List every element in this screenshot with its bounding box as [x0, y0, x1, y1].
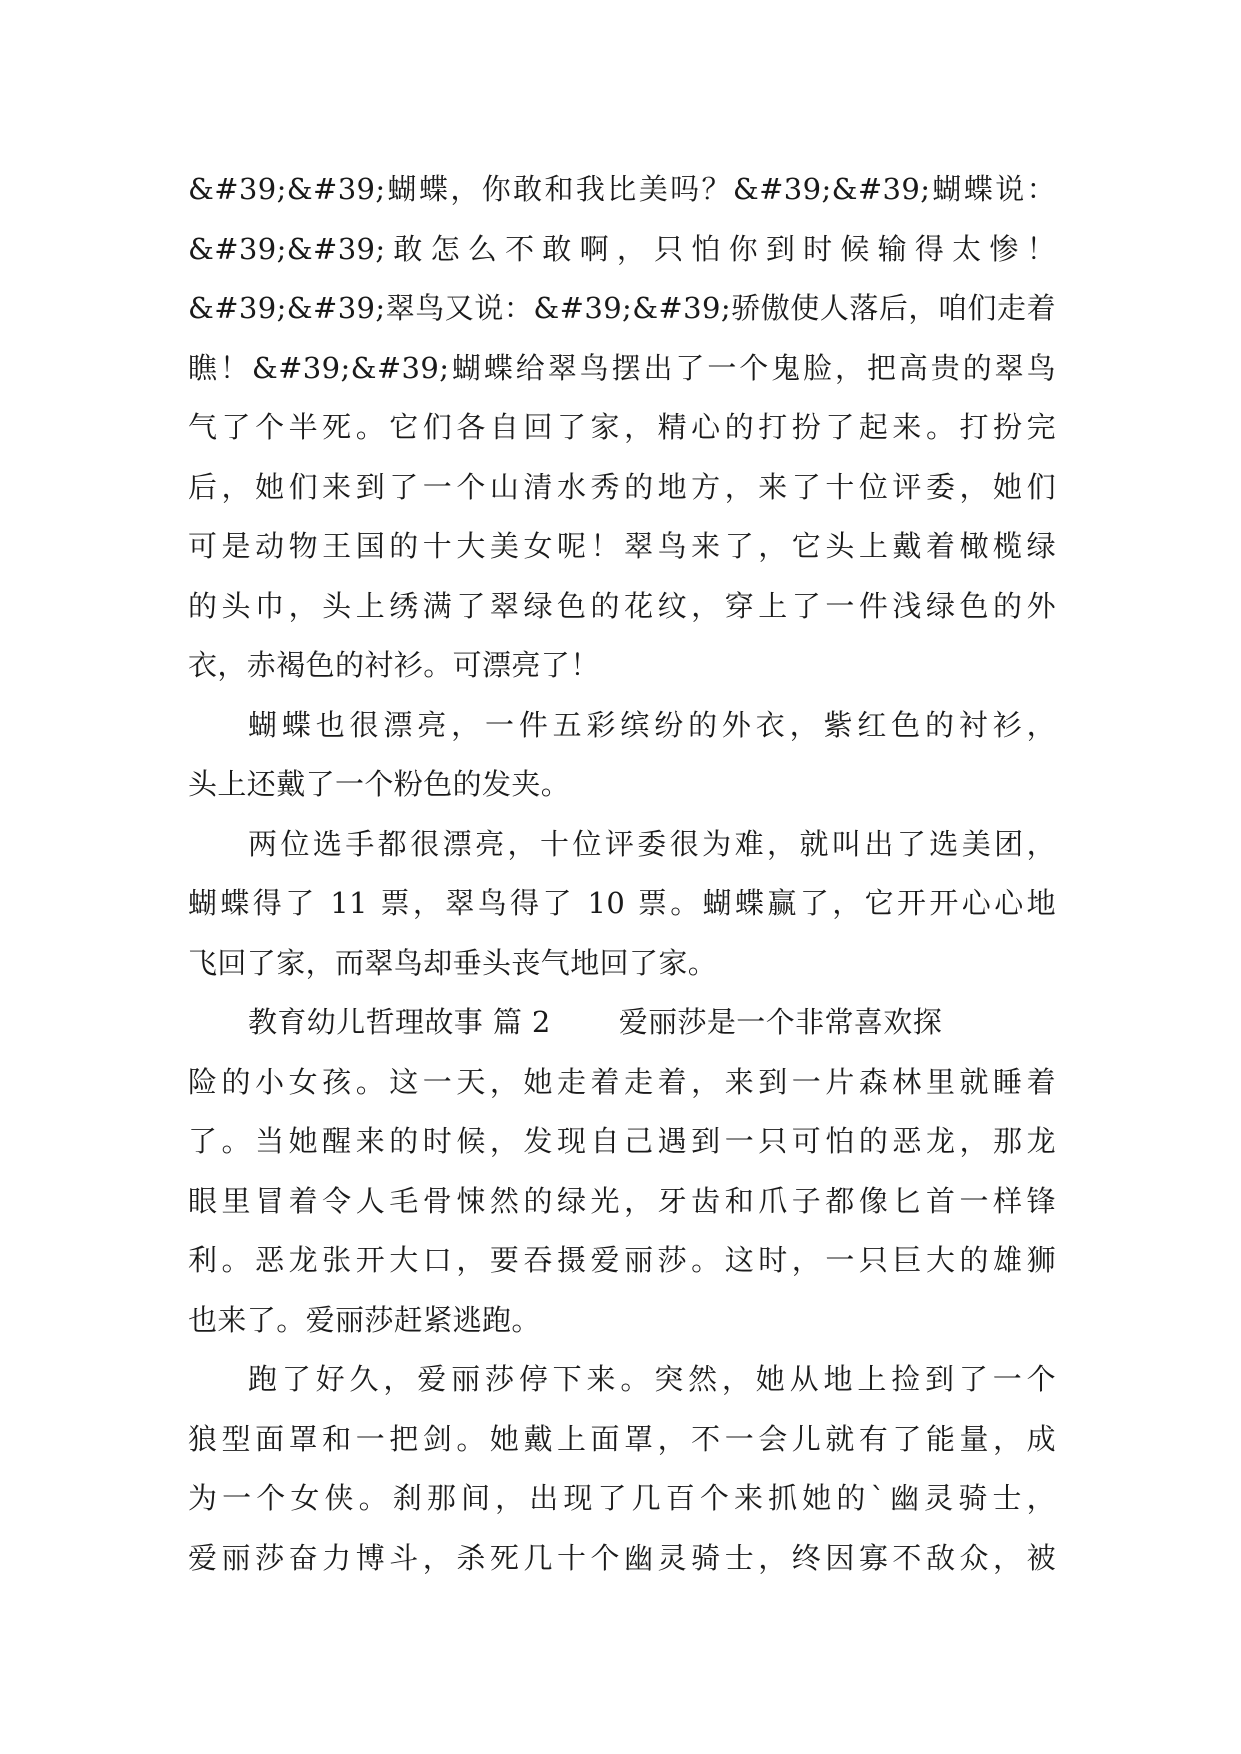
text-line: 飞回了家，而翠鸟却垂头丧气地回了家。: [188, 945, 718, 980]
section-heading-line: [188, 993, 1056, 1053]
paragraph-first-line: 蝴蝶也很漂亮，一件五彩缤纷的外衣，紫红色的衬衫，: [248, 707, 1056, 742]
text-line: &#39;&#39;敢怎么不敢啊，只怕你到时候输得太惨！: [188, 231, 1056, 266]
text-line: 瞧！&#39;&#39;蝴蝶给翠鸟摆出了一个鬼脸，把高贵的翠鸟: [188, 350, 1056, 385]
text-line: 了。当她醒来的时候，发现自己遇到一只可怕的恶龙，那龙: [188, 1124, 1056, 1158]
text-line: &#39;&#39;蝴蝶，你敢和我比美吗？&#39;&#39;蝴蝶说：: [188, 172, 1056, 206]
paragraph-first-line: 跑了好久，爱丽莎停下来。突然，她从地上捡到了一个: [248, 1362, 1056, 1396]
text-line: 也来了。爱丽莎赶紧逃跑。: [188, 1302, 541, 1337]
text-line: 为一个女侠。刹那间，出现了几百个来抓她的`幽灵骑士，: [188, 1481, 1056, 1515]
text-line: 可是动物王国的十大美女呢！翠鸟来了，它头上戴着橄榄绿: [188, 529, 1056, 563]
text-line: 蝴蝶得了 11 票，翠鸟得了 10 票。蝴蝶赢了，它开开心心地: [188, 886, 1056, 920]
text-line: 后，她们来到了一个山清水秀的地方，来了十位评委，她们: [188, 469, 1056, 504]
paragraph-start: 爱丽莎是一个非常喜欢探: [618, 1005, 943, 1039]
text-line: 气了个半死。它们各自回了家，精心的打扮了起来。打扮完: [188, 410, 1056, 444]
text-line: 头上还戴了一个粉色的发夹。: [188, 767, 571, 801]
text-line: 爱丽莎奋力博斗，杀死几十个幽灵骑士，终因寡不敌众，被: [188, 1540, 1056, 1575]
text-line: 险的小女孩。这一天，她走着走着，来到一片森林里就睡着: [188, 1064, 1056, 1099]
paragraph-first-line: 两位选手都很漂亮，十位评委很为难，就叫出了选美团，: [248, 826, 1056, 861]
text-line: 的头巾，头上绣满了翠绿色的花纹，穿上了一件浅绿色的外: [188, 588, 1056, 623]
section-heading: 教育幼儿哲理故事 篇 2: [248, 1005, 551, 1039]
text-line: 狼型面罩和一把剑。她戴上面罩，不一会儿就有了能量，成: [188, 1421, 1056, 1456]
text-line: &#39;&#39;翠鸟又说：&#39;&#39;骄傲使人落后，咱们走着: [188, 291, 1056, 325]
text-line: 利。恶龙张开大口，要吞摄爱丽莎。这时，一只巨大的雄狮: [188, 1243, 1056, 1277]
document-body: [188, 160, 1056, 1588]
text-line: 眼里冒着令人毛骨悚然的绿光，牙齿和爪子都像匕首一样锋: [188, 1183, 1056, 1218]
text-line: 衣，赤褐色的衬衫。可漂亮了！: [188, 648, 600, 682]
